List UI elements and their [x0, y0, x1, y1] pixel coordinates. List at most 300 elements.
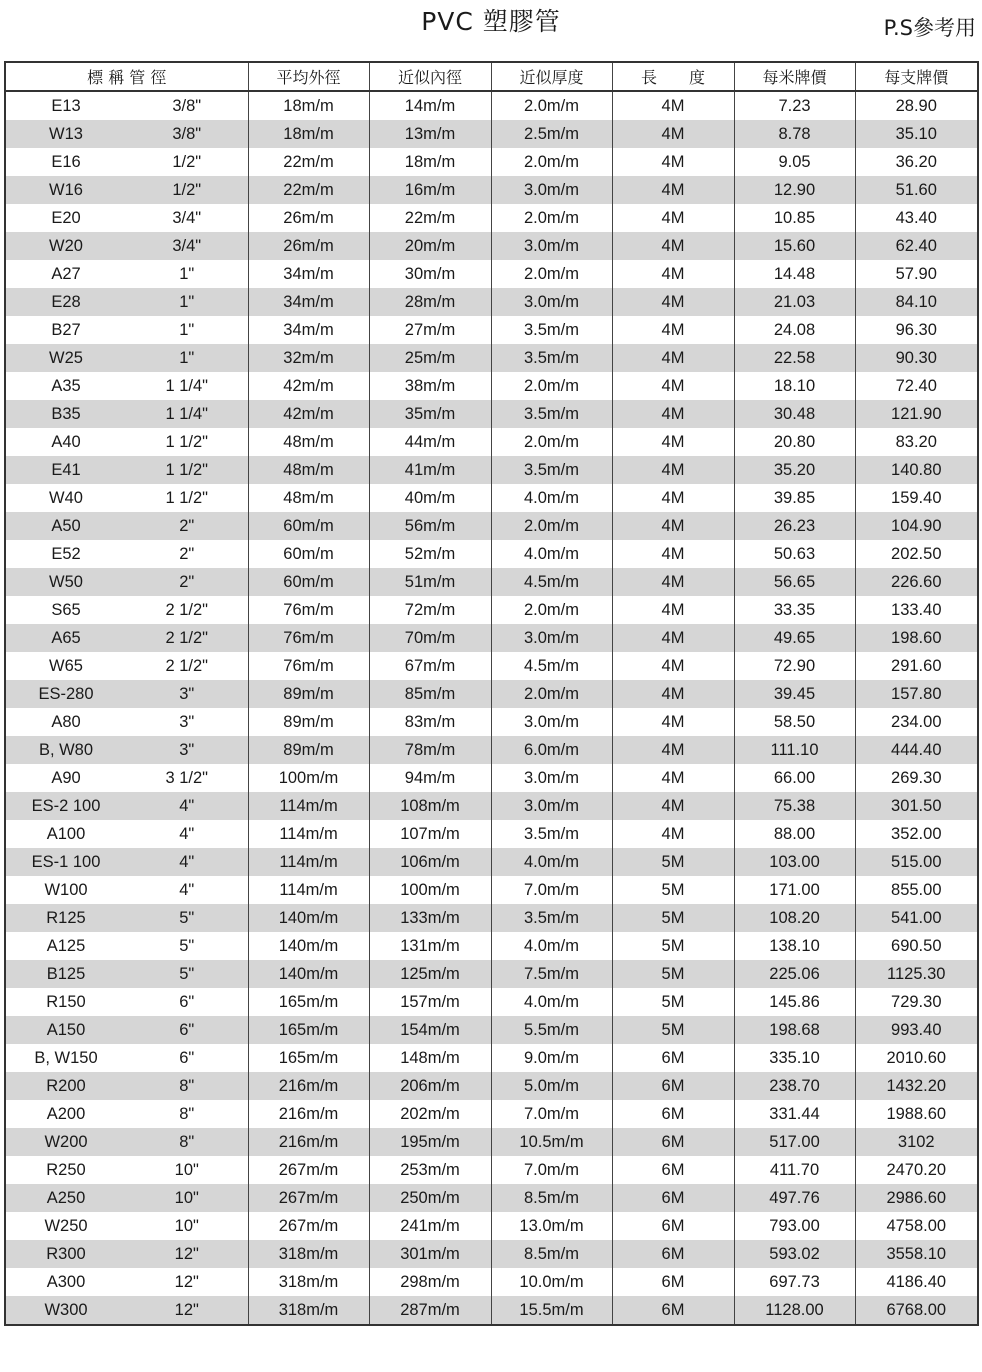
cell-length: 4M: [612, 680, 734, 708]
cell-outer-diameter: 34m/m: [248, 316, 369, 344]
cell-thickness: 2.0m/m: [491, 428, 612, 456]
cell-price-per-meter: 497.76: [734, 1184, 855, 1212]
cell-price-per-meter: 33.35: [734, 596, 855, 624]
cell-price-per-pipe: 83.20: [855, 428, 978, 456]
cell-length: 5M: [612, 988, 734, 1016]
cell-outer-diameter: 216m/m: [248, 1100, 369, 1128]
cell-outer-diameter: 165m/m: [248, 1016, 369, 1044]
cell-inner-diameter: 148m/m: [369, 1044, 491, 1072]
cell-outer-diameter: 140m/m: [248, 904, 369, 932]
cell-thickness: 2.0m/m: [491, 512, 612, 540]
table-row: [5, 1268, 978, 1296]
table-row: [5, 1072, 978, 1100]
cell-price-per-meter: 75.38: [734, 792, 855, 820]
cell-price-per-meter: 58.50: [734, 708, 855, 736]
cell-thickness: 3.5m/m: [491, 344, 612, 372]
table-row: [5, 708, 978, 736]
cell-outer-diameter: 216m/m: [248, 1128, 369, 1156]
cell-code: A40: [5, 428, 126, 456]
cell-inner-diameter: 35m/m: [369, 400, 491, 428]
cell-length: 5M: [612, 876, 734, 904]
cell-code: A250: [5, 1184, 126, 1212]
cell-inner-diameter: 13m/m: [369, 120, 491, 148]
table-header-row: [5, 62, 978, 91]
cell-inner-diameter: 44m/m: [369, 428, 491, 456]
cell-price-per-meter: 8.78: [734, 120, 855, 148]
cell-inner-diameter: 67m/m: [369, 652, 491, 680]
cell-price-per-pipe: 226.60: [855, 568, 978, 596]
cell-inner-diameter: 287m/m: [369, 1296, 491, 1325]
cell-code: W13: [5, 120, 126, 148]
cell-outer-diameter: 114m/m: [248, 792, 369, 820]
cell-outer-diameter: 32m/m: [248, 344, 369, 372]
cell-outer-diameter: 42m/m: [248, 400, 369, 428]
cell-size: 3": [126, 708, 248, 736]
cell-price-per-pipe: 51.60: [855, 176, 978, 204]
cell-inner-diameter: 56m/m: [369, 512, 491, 540]
table-row: [5, 988, 978, 1016]
cell-code: A300: [5, 1268, 126, 1296]
cell-size: 1/2": [126, 176, 248, 204]
cell-length: 6M: [612, 1212, 734, 1240]
cell-price-per-pipe: 3102: [855, 1128, 978, 1156]
table-row: [5, 512, 978, 540]
cell-length: 6M: [612, 1100, 734, 1128]
cell-size: 4": [126, 876, 248, 904]
cell-thickness: 7.0m/m: [491, 876, 612, 904]
cell-inner-diameter: 133m/m: [369, 904, 491, 932]
cell-size: 5": [126, 932, 248, 960]
cell-length: 4M: [612, 512, 734, 540]
cell-price-per-meter: 793.00: [734, 1212, 855, 1240]
table-row: [5, 344, 978, 372]
cell-length: 4M: [612, 568, 734, 596]
cell-thickness: 10.5m/m: [491, 1128, 612, 1156]
cell-size: 1 1/2": [126, 428, 248, 456]
cell-thickness: 3.0m/m: [491, 288, 612, 316]
cell-code: A150: [5, 1016, 126, 1044]
cell-size: 6": [126, 988, 248, 1016]
cell-outer-diameter: 34m/m: [248, 260, 369, 288]
cell-code: E41: [5, 456, 126, 484]
cell-thickness: 7.0m/m: [491, 1156, 612, 1184]
table-row: [5, 764, 978, 792]
cell-price-per-meter: 331.44: [734, 1100, 855, 1128]
cell-inner-diameter: 20m/m: [369, 232, 491, 260]
cell-price-per-meter: 49.65: [734, 624, 855, 652]
cell-price-per-pipe: 90.30: [855, 344, 978, 372]
cell-length: 4M: [612, 428, 734, 456]
cell-price-per-meter: 18.10: [734, 372, 855, 400]
table-row: [5, 680, 978, 708]
cell-inner-diameter: 202m/m: [369, 1100, 491, 1128]
cell-price-per-meter: 517.00: [734, 1128, 855, 1156]
cell-inner-diameter: 51m/m: [369, 568, 491, 596]
cell-price-per-meter: 171.00: [734, 876, 855, 904]
cell-price-per-pipe: 1125.30: [855, 960, 978, 988]
cell-outer-diameter: 76m/m: [248, 652, 369, 680]
table-row: [5, 204, 978, 232]
cell-thickness: 10.0m/m: [491, 1268, 612, 1296]
cell-size: 3/4": [126, 204, 248, 232]
cell-price-per-meter: 66.00: [734, 764, 855, 792]
cell-inner-diameter: 298m/m: [369, 1268, 491, 1296]
cell-inner-diameter: 253m/m: [369, 1156, 491, 1184]
cell-outer-diameter: 165m/m: [248, 988, 369, 1016]
cell-price-per-pipe: 84.10: [855, 288, 978, 316]
cell-size: 1": [126, 260, 248, 288]
cell-code: B27: [5, 316, 126, 344]
header-price-per-meter: 每米牌價: [734, 62, 855, 91]
cell-size: 1/2": [126, 148, 248, 176]
cell-size: 1": [126, 344, 248, 372]
cell-code: W65: [5, 652, 126, 680]
cell-outer-diameter: 318m/m: [248, 1240, 369, 1268]
cell-code: W300: [5, 1296, 126, 1325]
cell-price-per-meter: 56.65: [734, 568, 855, 596]
cell-code: A27: [5, 260, 126, 288]
cell-code: A80: [5, 708, 126, 736]
cell-inner-diameter: 108m/m: [369, 792, 491, 820]
cell-outer-diameter: 140m/m: [248, 932, 369, 960]
cell-code: S65: [5, 596, 126, 624]
cell-price-per-pipe: 301.50: [855, 792, 978, 820]
table-row: [5, 260, 978, 288]
table-row: [5, 400, 978, 428]
cell-thickness: 9.0m/m: [491, 1044, 612, 1072]
table-row: [5, 456, 978, 484]
cell-length: 4M: [612, 120, 734, 148]
cell-price-per-meter: 9.05: [734, 148, 855, 176]
cell-price-per-meter: 198.68: [734, 1016, 855, 1044]
cell-size: 10": [126, 1184, 248, 1212]
cell-length: 6M: [612, 1184, 734, 1212]
cell-size: 1 1/2": [126, 456, 248, 484]
cell-length: 5M: [612, 1016, 734, 1044]
cell-code: W25: [5, 344, 126, 372]
cell-code: B, W80: [5, 736, 126, 764]
cell-price-per-pipe: 690.50: [855, 932, 978, 960]
cell-inner-diameter: 41m/m: [369, 456, 491, 484]
cell-price-per-pipe: 515.00: [855, 848, 978, 876]
cell-outer-diameter: 18m/m: [248, 120, 369, 148]
cell-thickness: 4.0m/m: [491, 988, 612, 1016]
table-body: [5, 91, 978, 1325]
cell-thickness: 7.0m/m: [491, 1100, 612, 1128]
cell-price-per-meter: 411.70: [734, 1156, 855, 1184]
cell-code: B, W150: [5, 1044, 126, 1072]
cell-price-per-pipe: 444.40: [855, 736, 978, 764]
cell-price-per-pipe: 57.90: [855, 260, 978, 288]
cell-outer-diameter: 76m/m: [248, 624, 369, 652]
table-row: [5, 1184, 978, 1212]
cell-code: W20: [5, 232, 126, 260]
cell-price-per-pipe: 729.30: [855, 988, 978, 1016]
cell-price-per-pipe: 352.00: [855, 820, 978, 848]
cell-price-per-pipe: 157.80: [855, 680, 978, 708]
cell-inner-diameter: 40m/m: [369, 484, 491, 512]
cell-size: 3": [126, 736, 248, 764]
cell-size: 8": [126, 1128, 248, 1156]
table-row: [5, 1212, 978, 1240]
cell-price-per-meter: 103.00: [734, 848, 855, 876]
table-row: [5, 1296, 978, 1325]
header-nominal-size: 標 稱 管 徑: [5, 62, 248, 91]
cell-price-per-pipe: 62.40: [855, 232, 978, 260]
cell-inner-diameter: 14m/m: [369, 91, 491, 120]
table-row: [5, 904, 978, 932]
cell-inner-diameter: 106m/m: [369, 848, 491, 876]
cell-size: 8": [126, 1100, 248, 1128]
cell-price-per-meter: 10.85: [734, 204, 855, 232]
cell-length: 4M: [612, 596, 734, 624]
cell-thickness: 4.0m/m: [491, 848, 612, 876]
table-row: [5, 372, 978, 400]
cell-inner-diameter: 25m/m: [369, 344, 491, 372]
cell-size: 12": [126, 1240, 248, 1268]
cell-price-per-pipe: 28.90: [855, 91, 978, 120]
cell-outer-diameter: 48m/m: [248, 428, 369, 456]
cell-inner-diameter: 94m/m: [369, 764, 491, 792]
cell-length: 4M: [612, 708, 734, 736]
table-row: [5, 232, 978, 260]
cell-code: R150: [5, 988, 126, 1016]
cell-price-per-meter: 145.86: [734, 988, 855, 1016]
cell-inner-diameter: 85m/m: [369, 680, 491, 708]
table-row: [5, 820, 978, 848]
cell-price-per-meter: 12.90: [734, 176, 855, 204]
cell-thickness: 3.5m/m: [491, 456, 612, 484]
cell-price-per-pipe: 96.30: [855, 316, 978, 344]
cell-length: 4M: [612, 316, 734, 344]
cell-size: 8": [126, 1072, 248, 1100]
table-row: [5, 652, 978, 680]
cell-outer-diameter: 267m/m: [248, 1156, 369, 1184]
cell-outer-diameter: 114m/m: [248, 820, 369, 848]
cell-inner-diameter: 301m/m: [369, 1240, 491, 1268]
cell-price-per-pipe: 35.10: [855, 120, 978, 148]
cell-inner-diameter: 125m/m: [369, 960, 491, 988]
cell-size: 1": [126, 316, 248, 344]
cell-length: 4M: [612, 232, 734, 260]
cell-length: 4M: [612, 91, 734, 120]
cell-size: 5": [126, 904, 248, 932]
cell-thickness: 3.5m/m: [491, 904, 612, 932]
cell-thickness: 2.0m/m: [491, 148, 612, 176]
cell-length: 6M: [612, 1128, 734, 1156]
cell-size: 4": [126, 792, 248, 820]
cell-length: 5M: [612, 848, 734, 876]
table-row: [5, 1016, 978, 1044]
table-row: [5, 176, 978, 204]
cell-price-per-pipe: 269.30: [855, 764, 978, 792]
cell-price-per-meter: 35.20: [734, 456, 855, 484]
cell-price-per-pipe: 198.60: [855, 624, 978, 652]
cell-code: A200: [5, 1100, 126, 1128]
table-row: [5, 148, 978, 176]
cell-code: W200: [5, 1128, 126, 1156]
cell-price-per-meter: 20.80: [734, 428, 855, 456]
cell-code: E52: [5, 540, 126, 568]
cell-inner-diameter: 16m/m: [369, 176, 491, 204]
cell-size: 4": [126, 848, 248, 876]
cell-price-per-meter: 22.58: [734, 344, 855, 372]
table-row: [5, 1100, 978, 1128]
cell-price-per-meter: 50.63: [734, 540, 855, 568]
cell-thickness: 13.0m/m: [491, 1212, 612, 1240]
cell-thickness: 5.5m/m: [491, 1016, 612, 1044]
cell-thickness: 2.0m/m: [491, 204, 612, 232]
cell-length: 4M: [612, 148, 734, 176]
cell-price-per-pipe: 6768.00: [855, 1296, 978, 1325]
cell-outer-diameter: 42m/m: [248, 372, 369, 400]
header-price-per-pipe: 每支牌價: [855, 62, 978, 91]
cell-code: A90: [5, 764, 126, 792]
table-row: [5, 540, 978, 568]
cell-length: 5M: [612, 932, 734, 960]
cell-outer-diameter: 318m/m: [248, 1268, 369, 1296]
cell-price-per-meter: 88.00: [734, 820, 855, 848]
cell-price-per-meter: 14.48: [734, 260, 855, 288]
header-inner-diameter: 近似內徑: [369, 62, 491, 91]
cell-price-per-pipe: 4758.00: [855, 1212, 978, 1240]
cell-thickness: 5.0m/m: [491, 1072, 612, 1100]
cell-outer-diameter: 267m/m: [248, 1184, 369, 1212]
table-row: [5, 568, 978, 596]
cell-price-per-pipe: 993.40: [855, 1016, 978, 1044]
cell-size: 3/4": [126, 232, 248, 260]
cell-outer-diameter: 60m/m: [248, 512, 369, 540]
cell-code: E20: [5, 204, 126, 232]
cell-thickness: 8.5m/m: [491, 1240, 612, 1268]
cell-thickness: 3.5m/m: [491, 316, 612, 344]
cell-price-per-meter: 225.06: [734, 960, 855, 988]
cell-code: A65: [5, 624, 126, 652]
cell-outer-diameter: 22m/m: [248, 176, 369, 204]
cell-code: A125: [5, 932, 126, 960]
cell-size: 4": [126, 820, 248, 848]
cell-length: 4M: [612, 540, 734, 568]
cell-outer-diameter: 60m/m: [248, 568, 369, 596]
cell-code: R200: [5, 1072, 126, 1100]
cell-inner-diameter: 157m/m: [369, 988, 491, 1016]
cell-price-per-pipe: 140.80: [855, 456, 978, 484]
cell-thickness: 6.0m/m: [491, 736, 612, 764]
cell-price-per-meter: 7.23: [734, 91, 855, 120]
table-row: [5, 316, 978, 344]
header-length: 長 度: [612, 62, 734, 91]
cell-outer-diameter: 48m/m: [248, 456, 369, 484]
table-row: [5, 1156, 978, 1184]
cell-outer-diameter: 318m/m: [248, 1296, 369, 1325]
header-outer-diameter: 平均外徑: [248, 62, 369, 91]
cell-code: A100: [5, 820, 126, 848]
cell-thickness: 2.5m/m: [491, 120, 612, 148]
cell-inner-diameter: 107m/m: [369, 820, 491, 848]
cell-thickness: 3.0m/m: [491, 764, 612, 792]
cell-code: A50: [5, 512, 126, 540]
cell-price-per-meter: 21.03: [734, 288, 855, 316]
cell-length: 5M: [612, 904, 734, 932]
cell-thickness: 4.0m/m: [491, 540, 612, 568]
cell-inner-diameter: 70m/m: [369, 624, 491, 652]
cell-size: 3/8": [126, 91, 248, 120]
cell-price-per-pipe: 43.40: [855, 204, 978, 232]
table-row: [5, 428, 978, 456]
cell-outer-diameter: 216m/m: [248, 1072, 369, 1100]
cell-price-per-meter: 24.08: [734, 316, 855, 344]
cell-thickness: 3.0m/m: [491, 176, 612, 204]
cell-outer-diameter: 34m/m: [248, 288, 369, 316]
cell-size: 6": [126, 1044, 248, 1072]
cell-price-per-pipe: 1432.20: [855, 1072, 978, 1100]
cell-code: A35: [5, 372, 126, 400]
table-row: [5, 876, 978, 904]
cell-price-per-meter: 15.60: [734, 232, 855, 260]
cell-code: ES-1 100: [5, 848, 126, 876]
cell-length: 6M: [612, 1044, 734, 1072]
cell-outer-diameter: 114m/m: [248, 848, 369, 876]
cell-price-per-meter: 108.20: [734, 904, 855, 932]
cell-size: 2": [126, 512, 248, 540]
cell-thickness: 2.0m/m: [491, 680, 612, 708]
cell-price-per-meter: 138.10: [734, 932, 855, 960]
cell-length: 6M: [612, 1240, 734, 1268]
cell-outer-diameter: 26m/m: [248, 232, 369, 260]
cell-inner-diameter: 18m/m: [369, 148, 491, 176]
cell-thickness: 3.5m/m: [491, 400, 612, 428]
cell-inner-diameter: 131m/m: [369, 932, 491, 960]
cell-length: 4M: [612, 736, 734, 764]
cell-price-per-meter: 30.48: [734, 400, 855, 428]
cell-outer-diameter: 165m/m: [248, 1044, 369, 1072]
cell-thickness: 3.0m/m: [491, 708, 612, 736]
cell-size: 2 1/2": [126, 652, 248, 680]
page-title: PVC 塑膠管: [421, 7, 561, 36]
cell-price-per-pipe: 72.40: [855, 372, 978, 400]
cell-thickness: 7.5m/m: [491, 960, 612, 988]
cell-inner-diameter: 28m/m: [369, 288, 491, 316]
table-row: [5, 624, 978, 652]
cell-outer-diameter: 22m/m: [248, 148, 369, 176]
cell-price-per-meter: 26.23: [734, 512, 855, 540]
cell-price-per-pipe: 159.40: [855, 484, 978, 512]
table-row: [5, 792, 978, 820]
pvc-price-table: [4, 61, 979, 1326]
cell-thickness: 4.5m/m: [491, 568, 612, 596]
cell-code: R125: [5, 904, 126, 932]
cell-size: 3 1/2": [126, 764, 248, 792]
cell-size: 2": [126, 540, 248, 568]
cell-price-per-pipe: 133.40: [855, 596, 978, 624]
cell-inner-diameter: 78m/m: [369, 736, 491, 764]
cell-outer-diameter: 18m/m: [248, 91, 369, 120]
cell-length: 4M: [612, 764, 734, 792]
cell-thickness: 2.0m/m: [491, 372, 612, 400]
cell-size: 10": [126, 1156, 248, 1184]
cell-price-per-pipe: 2010.60: [855, 1044, 978, 1072]
cell-price-per-meter: 593.02: [734, 1240, 855, 1268]
cell-length: 5M: [612, 960, 734, 988]
cell-thickness: 4.0m/m: [491, 484, 612, 512]
cell-outer-diameter: 89m/m: [248, 736, 369, 764]
cell-price-per-pipe: 104.90: [855, 512, 978, 540]
cell-length: 6M: [612, 1156, 734, 1184]
cell-inner-diameter: 250m/m: [369, 1184, 491, 1212]
cell-outer-diameter: 114m/m: [248, 876, 369, 904]
table-row: [5, 932, 978, 960]
cell-outer-diameter: 89m/m: [248, 680, 369, 708]
